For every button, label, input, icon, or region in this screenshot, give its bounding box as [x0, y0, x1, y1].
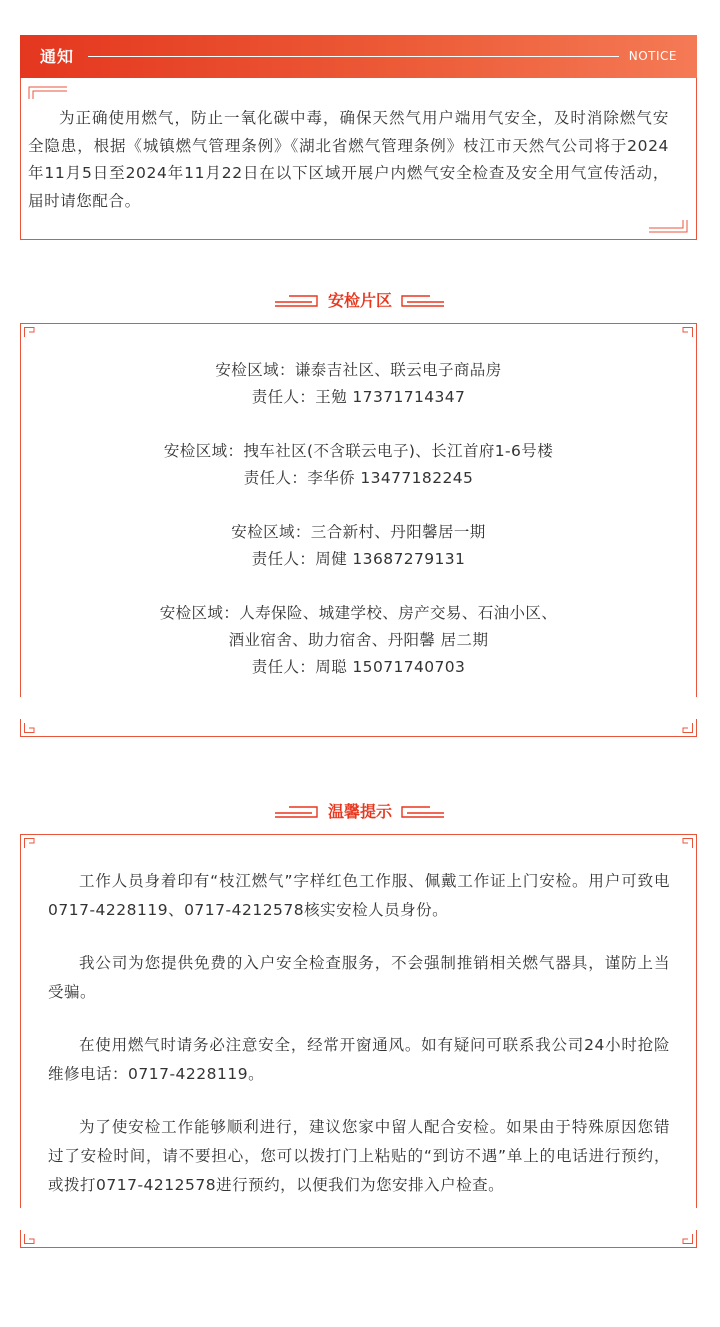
notice-body: 为正确使用燃气，防止一氧化碳中毒，确保天然气用户端用气安全，及时消除燃气安全隐患，根据《城镇燃气管理条例》《湖北省燃气管理条例》枝江市天然气公司将于2024年11月5日至2024年11月22日在以下区域开展户内燃气安全检查及安全用气宣传活动，届时请您配合。 [28, 109, 669, 210]
area-name: 安检区域：三合新村、丹阳馨居一期 [231, 523, 486, 541]
area-contact: 责任人：周聪 15071740703 [251, 658, 466, 676]
area-contact: 责任人：周健 13687279131 [251, 550, 466, 568]
notice-title-en: NOTICE [628, 49, 677, 63]
frame-corner-icon [679, 1230, 697, 1248]
area-contact: 责任人：王勉 17371714347 [251, 388, 466, 406]
heading-ornament-icon [400, 806, 444, 818]
area-contact: 责任人：李华侨 13477182245 [243, 469, 474, 487]
heading-ornament-icon [400, 295, 444, 307]
inspection-area-list [20, 357, 697, 681]
frame-corner-icon [20, 834, 38, 852]
list-item [20, 600, 697, 681]
tip-paragraph: 我公司为您提供免费的入户安全检查服务，不会强制推销相关燃气器具，谨防上当受骗。 [48, 954, 670, 1001]
tip-paragraph: 工作人员身着印有“枝江燃气”字样红色工作服、佩戴工作证上门安检。用户可致电0717-4228119、0717-4212578核实安检人员身份。 [48, 872, 670, 919]
corner-ornament-icon [648, 219, 688, 233]
area-name-line2: 酒业宿舍、助力宿舍、丹阳馨 居二期 [228, 631, 489, 649]
tips-list [48, 867, 670, 1224]
frame-corner-icon [20, 1230, 38, 1248]
tip-paragraph: 为了使安检工作能够顺利进行，建议您家中留人配合安检。如果由于特殊原因您错过了安检时间，请不要担心，您可以拨打门上粘贴的“到访不遇”单上的电话进行预约，或拨打0717-4212578进行预约，以便我们为您安排入户检查。 [48, 1118, 670, 1194]
section-heading-inspection [0, 289, 720, 313]
notice-header [20, 35, 697, 78]
frame-corner-icon [20, 323, 38, 341]
list-item [20, 357, 697, 411]
heading-ornament-icon [275, 806, 319, 818]
notice-divider [88, 56, 619, 57]
tip-paragraph: 在使用燃气时请务必注意安全，经常开窗通风。如有疑问可联系我公司24小时抢险维修电话：0717-4228119。 [48, 1036, 670, 1083]
frame-corner-icon [679, 834, 697, 852]
section-title: 温馨提示 [327, 802, 392, 821]
list-item [20, 438, 697, 492]
frame-corner-icon [679, 719, 697, 737]
area-name: 安检区域：人寿保险、城建学校、房产交易、石油小区、 [159, 604, 558, 622]
area-name: 安检区域：拽车社区(不含联云电子)、长江首府1-6号楼 [163, 442, 554, 460]
frame-corner-icon [20, 719, 38, 737]
area-name: 安检区域：谦泰吉社区、联云电子商品房 [215, 361, 502, 379]
list-item [20, 519, 697, 573]
frame-corner-icon [679, 323, 697, 341]
corner-ornament-icon [28, 86, 68, 100]
section-heading-tips [0, 800, 720, 824]
heading-ornament-icon [275, 295, 319, 307]
notice-title: 通知 [40, 47, 75, 66]
section-title: 安检片区 [327, 291, 392, 310]
